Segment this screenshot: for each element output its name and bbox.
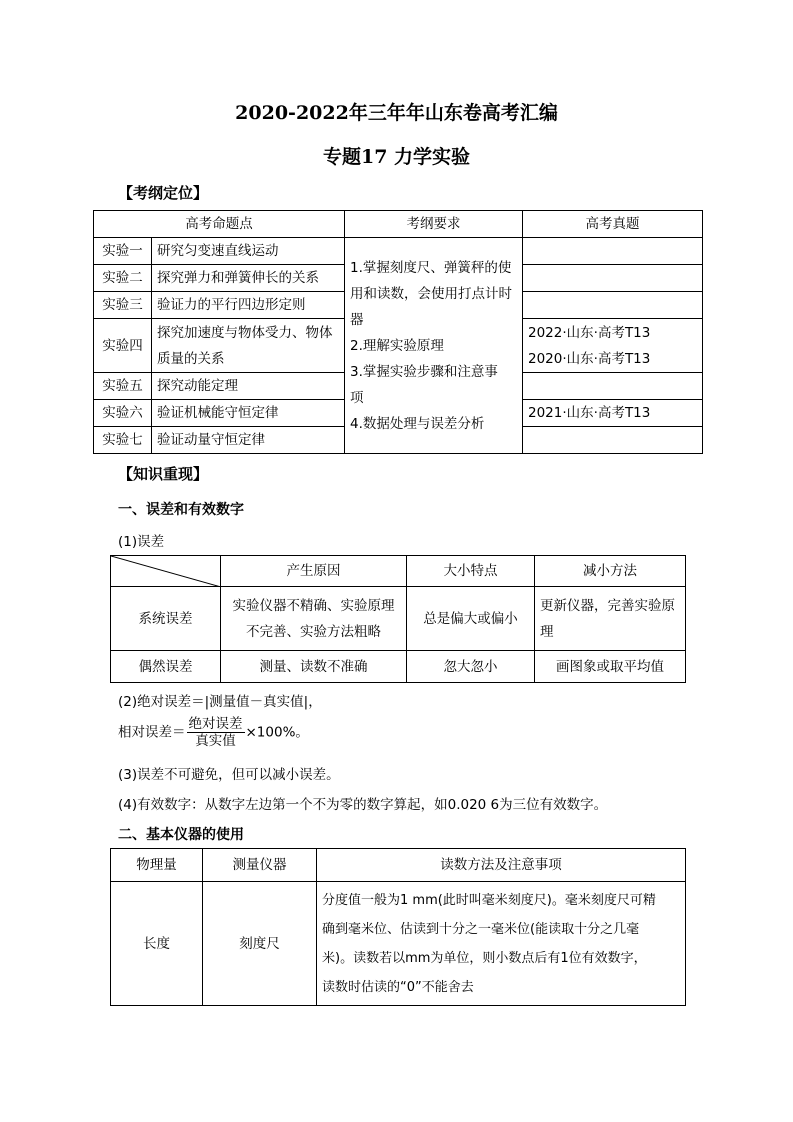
requirements-cell [345,238,523,454]
exp-2: 实验二 [94,265,152,292]
notes-line: 米)。读数若以mm为单位，则小数点后有1位有效数字， [322,950,647,966]
heading-error: 一、误差和有效数字 [118,502,244,518]
cause-line: 实验仪器不精确、实验原理 [232,597,395,614]
fraction [187,716,245,749]
exp-4-topic [152,319,345,373]
syllabus-table [93,210,703,454]
para-error: (1)误差 [118,534,165,550]
exp-6: 实验六 [94,400,152,427]
exp-7-topic: 验证动量守恒定律 [152,427,345,454]
exam-cell [523,238,703,265]
para-significant-figures: (4)有效数字：从数字左边第一个不为零的数字算起，如0.020 6为三位有效数字。 [118,797,608,813]
exp-5-topic: 探究动能定理 [152,373,345,400]
error-table [110,555,686,683]
req-line: 2.理解实验原理 [350,337,444,354]
header-reading: 读数方法及注意事项 [317,849,686,882]
exp-2-topic: 探究弹力和弹簧伸长的关系 [152,265,345,292]
quantity-length: 长度 [111,882,203,1006]
req-line: 项 [350,389,364,406]
exp-5: 实验五 [94,373,152,400]
exp-1-topic: 研究匀变速直线运动 [152,238,345,265]
section-zhishi: 【知识重现】 [118,465,209,483]
header-feature: 大小特点 [407,556,535,587]
accidental-method: 画图象或取平均值 [535,651,686,683]
exam-cell-4 [523,319,703,373]
exp-7: 实验七 [94,427,152,454]
req-line: 4.数据处理与误差分析 [350,415,485,432]
topic-line: 质量的关系 [157,350,225,367]
header-method: 减小方法 [535,556,686,587]
exam-cell [523,265,703,292]
exam-cell [523,292,703,319]
exam-cell-6: 2021·山东·高考T13 [523,400,703,427]
accidental-feature: 忽大忽小 [407,651,535,683]
fraction-numerator: 绝对误差 [188,716,243,732]
exp-3-topic: 验证力的平行四边形定则 [152,292,345,319]
section-kaogang: 【考纲定位】 [118,184,209,202]
req-line: 3.掌握实验步骤和注意事 [350,363,498,380]
diagonal-line-icon [111,556,221,587]
accidental-cause: 测量、读数不准确 [221,651,407,683]
header-quantity: 物理量 [111,849,203,882]
notes-line: 确到毫米位、估读到十分之一毫米位(能读取十分之几毫 [322,921,640,937]
req-line: 1.掌握刻度尺、弹簧秤的使 [350,259,512,276]
instrument-ruler: 刻度尺 [203,882,317,1006]
heading-instruments: 二、基本仪器的使用 [118,827,244,843]
fraction-denominator: 真实值 [195,733,236,749]
doc-subtitle: 专题17 力学实验 [322,146,471,168]
para-error-note: (3)误差不可避免，但可以减小误差。 [118,767,340,783]
formula-suffix: ×100%。 [245,724,309,741]
exp-4: 实验四 [94,319,152,373]
method-line: 更新仪器，完善实验原 [540,597,675,614]
cause-line: 不完善、实验方法粗略 [246,623,381,640]
header-requirement: 考纲要求 [345,211,523,238]
exp-3: 实验三 [94,292,152,319]
systematic-cause [221,587,407,651]
exam-cell [523,427,703,454]
header-topic: 高考命题点 [94,211,345,238]
systematic-feature: 总是偏大或偏小 [407,587,535,651]
header-instrument: 测量仪器 [203,849,317,882]
para-absolute-error: (2)绝对误差＝|测量值－真实值|， [118,694,322,710]
reading-notes [317,882,686,1006]
exp-6-topic: 验证机械能守恒定律 [152,400,345,427]
diagonal-cell [111,556,221,587]
notes-line: 分度值一般为1 mm(此时叫毫米刻度尺)。毫米刻度尺可精 [322,892,656,908]
topic-line: 探究加速度与物体受力、物体 [157,324,333,341]
accidental-error: 偶然误差 [111,651,221,683]
systematic-method [535,587,686,651]
notes-line: 读数时估读的“0”不能舍去 [322,979,474,995]
req-line: 器 [350,311,364,328]
req-line: 用和读数，会使用打点计时 [350,285,512,302]
exam-ref: 2020·山东·高考T13 [528,350,651,367]
para-relative-error [118,716,309,749]
formula-prefix: 相对误差＝ [118,724,186,741]
exp-1: 实验一 [94,238,152,265]
instrument-table [110,848,686,1006]
header-cause: 产生原因 [221,556,407,587]
method-line: 理 [540,623,554,640]
exam-cell [523,373,703,400]
exam-ref: 2022·山东·高考T13 [528,324,651,341]
header-exam: 高考真题 [523,211,703,238]
doc-title: 2020-2022年三年年山东卷高考汇编 [235,102,558,124]
systematic-error: 系统误差 [111,587,221,651]
